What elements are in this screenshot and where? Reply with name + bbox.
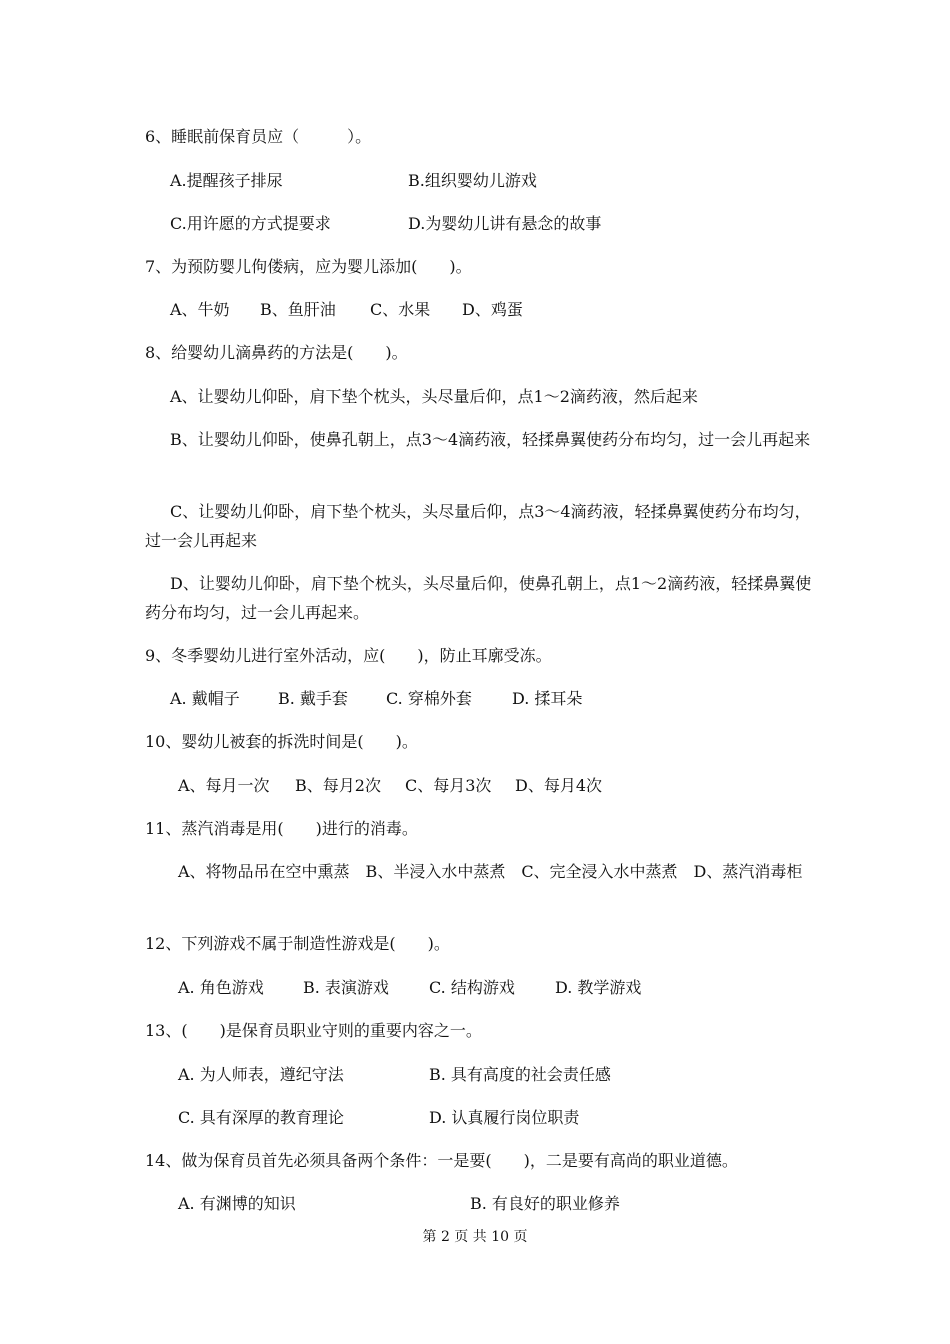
option-d: D. 揉耳朵 xyxy=(512,689,583,708)
option-c: C、每月3次 xyxy=(405,776,492,795)
option-a: A、牛奶 xyxy=(170,300,230,319)
option-c: C、水果 xyxy=(370,300,431,319)
option-d: D. 教学游戏 xyxy=(555,978,642,997)
option-d: D.为婴幼儿讲有悬念的故事 xyxy=(408,214,602,233)
question-6-options-row-1 xyxy=(0,170,950,192)
question-13-options-row-2 xyxy=(0,1107,950,1129)
question-9-stem: 9、冬季婴幼儿进行室外活动，应( )，防止耳廓受冻。 xyxy=(145,646,552,665)
question-14-stem: 14、做为保育员首先必须具备两个条件：一是要( )，二是要有高尚的职业道德。 xyxy=(145,1151,738,1170)
option-b: B. 表演游戏 xyxy=(303,978,389,997)
question-8-stem: 8、给婴幼儿滴鼻药的方法是( )。 xyxy=(145,343,408,362)
option-d: D、每月4次 xyxy=(515,776,603,795)
question-8-option-c: C、让婴幼儿仰卧，肩下垫个枕头，头尽量后仰，点3～4滴药液，轻揉鼻翼使药分布均匀，过一会儿再起来 xyxy=(145,502,811,550)
question-6-options-row-2 xyxy=(0,213,950,235)
question-13-options-row-1 xyxy=(0,1064,950,1086)
question-13-stem: 13、( )是保育员职业守则的重要内容之一。 xyxy=(145,1021,482,1040)
page-number: 第 2 页 共 10 页 xyxy=(422,1229,528,1245)
question-11-stem: 11、蒸汽消毒是用( )进行的消毒。 xyxy=(145,819,418,838)
question-9-options xyxy=(0,688,950,710)
option-b: B. 有良好的职业修养 xyxy=(470,1194,620,1213)
option-b: B. 戴手套 xyxy=(278,689,348,708)
option-d: D. 认真履行岗位职责 xyxy=(429,1108,580,1127)
option-a: A、每月一次 xyxy=(178,776,270,795)
option-b: B.组织婴幼儿游戏 xyxy=(408,171,537,190)
question-7-options xyxy=(0,299,950,321)
option-a: A. 有渊博的知识 xyxy=(178,1194,296,1213)
option-a: A. 戴帽子 xyxy=(170,689,240,708)
option-a: A. 角色游戏 xyxy=(178,978,264,997)
option-b: B、鱼肝油 xyxy=(260,300,336,319)
question-14-options xyxy=(0,1193,950,1215)
option-c: C. 穿棉外套 xyxy=(386,689,472,708)
question-11-options: A、将物品吊在空中熏蒸 B、半浸入水中蒸煮 C、完全浸入水中蒸煮 D、蒸汽消毒柜 xyxy=(178,862,803,881)
option-c: C.用许愿的方式提要求 xyxy=(170,214,331,233)
question-7-stem: 7、为预防婴儿佝偻病，应为婴儿添加( )。 xyxy=(145,257,472,276)
option-d: D、鸡蛋 xyxy=(462,300,523,319)
question-10-options xyxy=(0,775,950,797)
option-c: C. 结构游戏 xyxy=(429,978,515,997)
question-10-stem: 10、婴幼儿被套的拆洗时间是( )。 xyxy=(145,732,418,751)
question-12-stem: 12、下列游戏不属于制造性游戏是( )。 xyxy=(145,934,450,953)
option-b: B、每月2次 xyxy=(295,776,381,795)
question-8-option-a: A、让婴幼儿仰卧，肩下垫个枕头，头尽量后仰，点1～2滴药液，然后起来 xyxy=(170,387,698,406)
option-b: B. 具有高度的社会责任感 xyxy=(429,1065,611,1084)
option-a: A. 为人师表，遵纪守法 xyxy=(178,1065,344,1084)
question-8-option-d: D、让婴幼儿仰卧，肩下垫个枕头，头尽量后仰，使鼻孔朝上，点1～2滴药液，轻揉鼻翼使药分布均匀，过一会儿再起来。 xyxy=(145,574,812,622)
option-c: C. 具有深厚的教育理论 xyxy=(178,1108,344,1127)
question-6-stem: 6、睡眠前保育员应（ ）。 xyxy=(145,127,372,146)
question-12-options xyxy=(0,977,950,999)
option-a: A.提醒孩子排尿 xyxy=(170,171,283,190)
question-8-option-b: B、让婴幼儿仰卧，使鼻孔朝上，点3～4滴药液，轻揉鼻翼使药分布均匀，过一会儿再起来 xyxy=(170,430,811,449)
